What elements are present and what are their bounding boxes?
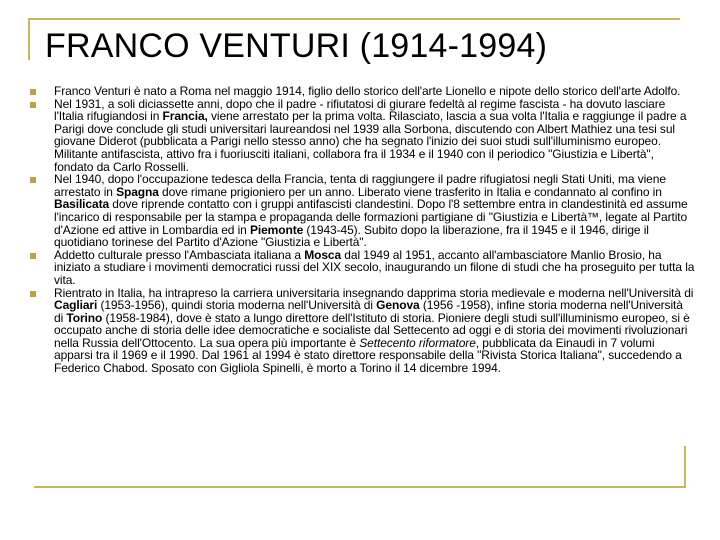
text-segment: Nel 1940, dopo l'occupazione tedesca della Francia, tenta di raggiungere il padre rifugiatosi negli Stati Uniti, ma viene arrestato in (54, 172, 666, 199)
text-segment: (1953-1956), quindi storia moderna nell'Università di (97, 298, 377, 313)
italic-title: Settecento riformatore (359, 335, 476, 350)
bold-place-name: Mosca (304, 247, 342, 262)
text-segment: Franco Venturi è nato a Roma nel maggio 1914, figlio dello storico dell'arte Lionello e nipote dello storico dell'arte Adolfo. (54, 84, 681, 98)
text-segment: Nel 1931, a soli diciassette anni, dopo che il padre - rifiutatosi di giurare fedeltà al regime fascista - ha dovuto lasciare l'Italia rifugiandosi in (54, 96, 666, 124)
bullet-marker-icon (30, 85, 54, 98)
right-border-line (684, 446, 686, 488)
bullet-marker-icon (30, 173, 54, 186)
text-segment: (1943-45). Subito dopo la liberazione, fra il 1945 e il 1946, dirige il quotidiano torinese del Partito d'Azione "Giustizia e Libertà". (54, 222, 649, 250)
text-segment: (1956 -1958), infine storia moderna nell'Università di (54, 298, 683, 325)
bullet-text (54, 98, 695, 174)
bold-place-name: Cagliari (54, 298, 98, 313)
text-segment: dove riprende contatto con i gruppi antifascisti clandestini. Dopo l'8 settembre entra in clandestinità ed assume l'incarico di responsabile per la stampa e propaganda delle formazioni partigiane di "Giustizia e Libertà™, legate al Partito d'Azione ed attive in Lombardia ed in (54, 197, 688, 237)
bold-place-name: Genova (376, 298, 420, 313)
bullet-marker-icon (30, 98, 54, 111)
text-segment: , pubblicata da Einaudi in 7 volumi apparsi tra il 1969 e il 1990. Dal 1961 al 1994 è stato direttore responsabile della "Rivista Storica Italiana", succedendo a Federico Chabod. Sposato con Gigliola Spinelli, è morto a Torino il 14 dicembre 1994. (54, 335, 682, 376)
left-border-line (28, 18, 30, 60)
bold-place-name: Spagna (116, 184, 159, 199)
bullet-item (30, 249, 695, 287)
bottom-border-line (34, 486, 686, 488)
bullet-text (54, 173, 695, 249)
text-segment: dal 1949 al 1951, accanto all'ambasciatore Manlio Brosio, ha iniziato a studiare i movimenti democratici russi del XIX secolo, inaugurando un filone di studi che ha proseguito per tutta la vita. (54, 247, 695, 287)
text-segment: Rientrato in Italia, ha intrapreso la carriera universitaria insegnando dapprima storia medievale e moderna nell'Università di (54, 285, 694, 300)
bold-place-name: Basilicata (54, 197, 110, 212)
text-segment: dove rimane prigioniero per un anno. Liberato viene trasferito in Italia e condannato al confino in (158, 184, 662, 199)
bullet-item (30, 287, 695, 375)
bold-place-name: Francia, (162, 109, 208, 124)
bullet-item (30, 173, 695, 249)
bullet-marker-icon (30, 287, 54, 300)
slide-title: FRANCO VENTURI (1914-1994) (45, 27, 548, 65)
bold-place-name: Torino (66, 310, 103, 325)
text-segment: Addetto culturale presso l'Ambasciata italiana a (54, 247, 305, 262)
bullet-list (30, 85, 695, 375)
bullet-item (30, 98, 695, 174)
bold-place-name: Piemonte (249, 222, 304, 237)
text-segment: (1958-1984), dove è stato a lungo direttore dell'Istituto di storia. Pioniere degli studi sull'illuminismo europeo, si è occupato anche di storia delle idee democratiche e socialiste dal Settecento ad oggi e di storia dei movimenti rivoluzionari nella Russia dell'Ottocento. La sua opera più importante è (54, 310, 690, 350)
top-border-line (28, 18, 680, 20)
text-segment: viene arrestato per la prima volta. Rilasciato, lascia a sua volta l'Italia e raggiunge il padre a Parigi dove conclude gli studi universitari laureandosi nel 1939 alla Sorbona, discutendo con Albert Mathiez una tesi sul giovane Diderot (pubblicata a Parigi nello stesso anno) che ha segnato l'inizio dei suoi studi sull'illuminismo europeo. Militante antifascista, attivo fra i fuoriusciti italiani, collabora fra il 1934 e il 1940 con il periodico "Giustizia e Libertà", fondato da Carlo Rosselli. (54, 109, 687, 174)
bullet-text (54, 287, 695, 375)
bullet-text (54, 249, 695, 287)
bullet-marker-icon (30, 249, 54, 262)
